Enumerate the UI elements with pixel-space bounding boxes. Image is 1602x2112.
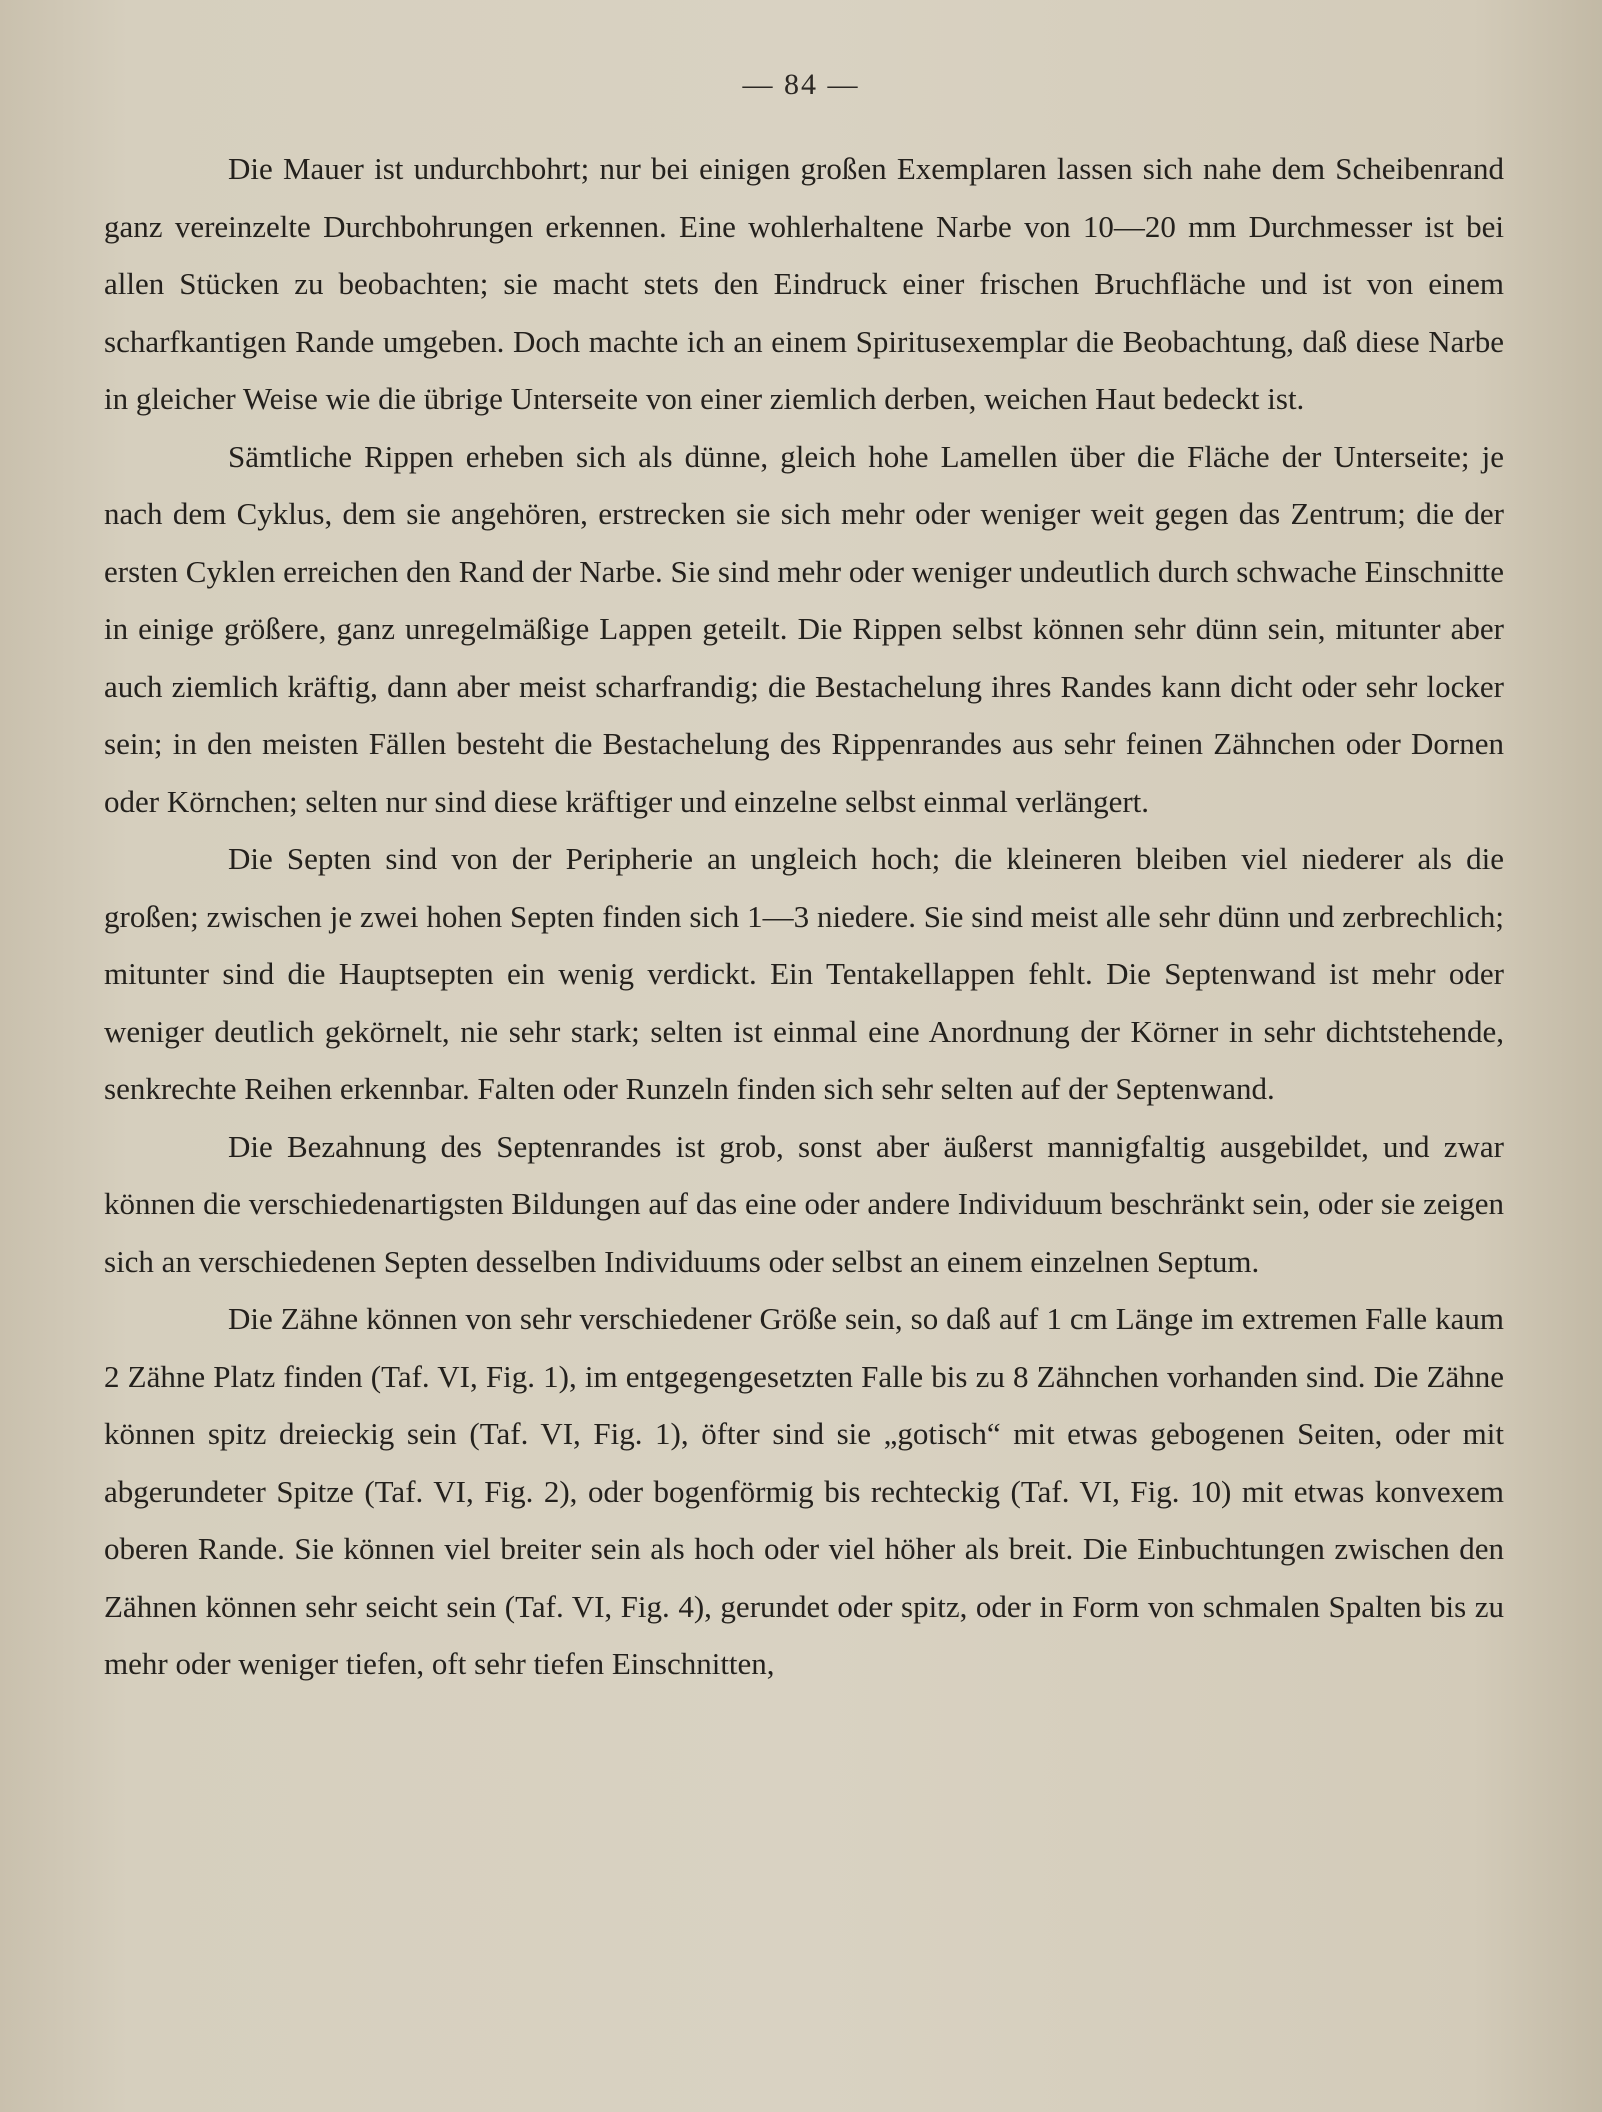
paragraph-5: Die Zähne können von sehr verschiedener Größe sein, so daß auf 1 cm Länge im extremen Falle kaum 2 Zähne Platz finden (Taf. VI, Fig. 1), im entgegengesetzten Falle bis zu 8 Zähnchen vorhanden sind. Die Zähne können spitz dreieckig sein (Taf. VI, Fig. 1), öfter sind sie „gotisch“ mit etwas gebogenen Seiten, oder mit abgerundeter Spitze (Taf. VI, Fig. 2), oder bogenförmig bis rechteckig (Taf. VI, Fig. 10) mit etwas konvexem oberen Rande. Sie können viel breiter sein als hoch oder viel höher als breit. Die Einbuchtungen zwischen den Zähnen können sehr seicht sein (Taf. VI, Fig. 4), gerundet oder spitz, oder in Form von schmalen Spalten bis zu mehr oder weniger tiefen, oft sehr tiefen Einschnitten, [104, 1301, 1504, 1681]
paragraph-2: Sämtliche Rippen erheben sich als dünne, gleich hohe Lamellen über die Fläche der Unterseite; je nach dem Cyklus, dem sie angehören, erstrecken sie sich mehr oder weniger weit gegen das Zentrum; die der ersten Cyklen erreichen den Rand der Narbe. Sie sind mehr oder weniger undeutlich durch schwache Einschnitte in einige größere, ganz unregelmäßige Lappen geteilt. Die Rippen selbst können sehr dünn sein, mitunter aber auch ziemlich kräftig, dann aber meist scharfrandig; die Bestachelung ihres Randes kann dicht oder sehr locker sein; in den meisten Fällen besteht die Bestachelung des Rippenrandes aus sehr feinen Zähnchen oder Dornen oder Körnchen; selten nur sind diese kräftiger und einzelne selbst einmal verlängert. [104, 438, 1504, 819]
body-text [104, 140, 1504, 1693]
paragraph-1: Die Mauer ist undurchbohrt; nur bei einigen großen Exemplaren lassen sich nahe dem Scheibenrand ganz vereinzelte Durchbohrungen erkennen. Eine wohlerhaltene Narbe von 10—20 mm Durchmesser ist bei allen Stücken zu beobachten; sie macht stets den Eindruck einer frischen Bruchfläche und ist von einem scharfkantigen Rande umgeben. Doch machte ich an einem Spiritusexemplar die Beobachtung, daß diese Narbe in gleicher Weise wie die übrige Unterseite von einer ziemlich derben, weichen Haut bedeckt ist. [104, 151, 1504, 416]
paragraph-3: Die Septen sind von der Peripherie an ungleich hoch; die kleineren bleiben viel niederer als die großen; zwischen je zwei hohen Septen finden sich 1—3 niedere. Sie sind meist alle sehr dünn und zerbrechlich; mitunter sind die Hauptsepten ein wenig verdickt. Ein Tentakellappen fehlt. Die Septenwand ist mehr oder weniger deutlich gekörnelt, nie sehr stark; selten ist einmal eine Anordnung der Körner in sehr dichtstehende, senkrechte Reihen erkennbar. Falten oder Runzeln finden sich sehr selten auf der Septenwand. [104, 841, 1504, 1106]
paragraph-4: Die Bezahnung des Septenrandes ist grob, sonst aber äußerst mannigfaltig ausgebildet, und zwar können die verschiedenartigsten Bildungen auf das eine oder andere Individuum beschränkt sein, oder sie zeigen sich an verschiedenen Septen desselben Individuums oder selbst an einem einzelnen Septum. [104, 1128, 1504, 1279]
page-number: — 84 — [742, 68, 860, 101]
